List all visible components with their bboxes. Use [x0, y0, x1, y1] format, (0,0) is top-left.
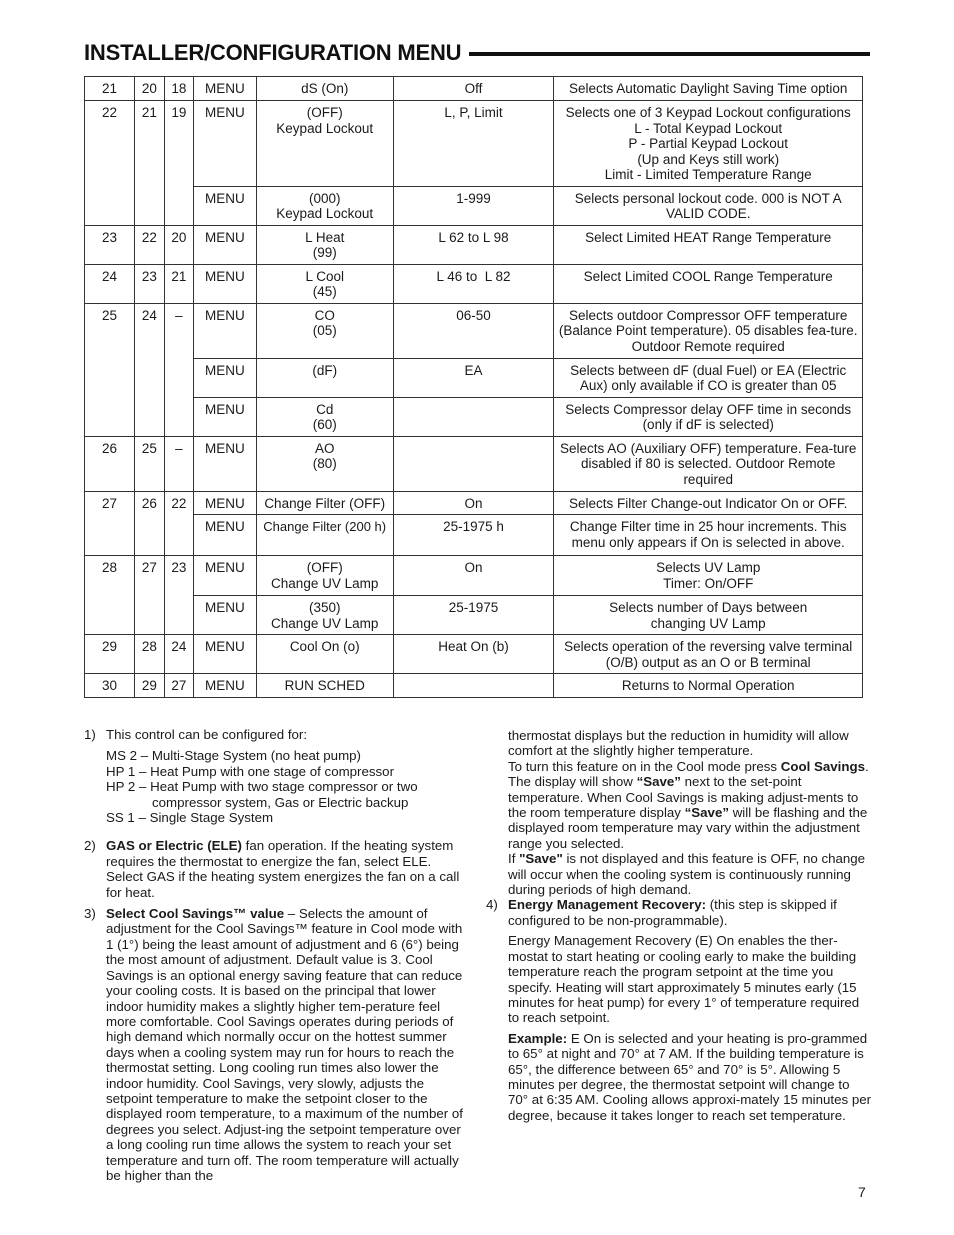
table-cell: (dF): [256, 358, 393, 397]
table-row: [85, 515, 863, 556]
table-cell: Change Filter (OFF): [256, 491, 393, 515]
note-number: 2): [84, 838, 96, 854]
table-cell: 28: [134, 635, 164, 674]
table-cell: 19: [164, 101, 193, 226]
note-body: – Selects the amount of adjustment for the Cool Savings™ feature in Cool mode with 1 (1°) being the least amount of adjustment and 6 (6°) being the most amount of adjustment. Default value is 3. Cool Savings is an optional energy saving feature that can reduce your cooling costs. It is based on the principal that lower indoor humidity makes a slightly higher tem-perature feel more comfortable. Cool Savings operates during periods of high demand which normally occur on the hottest summer days when a cooling system may run for hours to reach the thermostat setting. Long cooling run times also lower the indoor humidity. Cool Savings, very slowly, adjusts the setpoint temperature to make the setpoint closer to the displayed room temperature, to a maximum of the number of degrees you select. Adjust-ing the setpoint temperature over a long cooling run time allows the system to reach your set temperature and turn off. The room temperature will actually be higher than the: [106, 906, 463, 1183]
note-heading: Energy Management Recovery:: [508, 897, 707, 913]
note-paragraph: To turn this feature on in the Cool mode press Cool Savings. The display will show “Save” next to the set-point temperature. When Cool Savings is making adjust-ments to the room temperature display “Save” will be flashing and the displayed room temperature may vary within the adjustment range you selected.: [508, 758, 869, 851]
table-cell: MENU: [193, 397, 256, 436]
table-cell: (350) Change UV Lamp: [256, 596, 393, 635]
table-cell: 22: [134, 225, 164, 264]
table-cell: 22: [164, 491, 193, 556]
table-cell: 25: [134, 436, 164, 491]
table-cell: 27: [85, 491, 135, 556]
table-cell: On: [393, 556, 554, 596]
table-cell: 29: [85, 635, 135, 674]
table-cell: 23: [164, 556, 193, 635]
table-cell: AO (80): [256, 436, 393, 491]
table-cell: (OFF) Change UV Lamp: [256, 556, 393, 596]
table-cell: L, P, Limit: [393, 101, 554, 187]
list-item: HP 1 – Heat Pump with one stage of compressor: [106, 763, 394, 779]
note-3: [84, 906, 466, 1183]
notes-left-column: [84, 727, 466, 1189]
table-cell: MENU: [193, 186, 256, 225]
table-cell: EA: [393, 358, 554, 397]
note-text: [508, 897, 872, 1128]
table-row: [85, 397, 863, 436]
table-cell: [393, 436, 554, 491]
table-cell: Returns to Normal Operation: [554, 674, 863, 698]
table-row: [85, 556, 863, 596]
table-cell: MENU: [193, 515, 256, 556]
table-cell: MENU: [193, 674, 256, 698]
table-cell: L Cool (45): [256, 264, 393, 303]
table-row: [85, 303, 863, 358]
note-1: [84, 727, 466, 832]
table-cell: dS (On): [256, 77, 393, 101]
note-paragraph: Example: E On is selected and your heating is pro-grammed to 65° at night and 70° at 7 AM. If the building temperature is 65°, the difference between 65° and 70° is 5°. Allowing 5 minutes per degree, the thermostat setpoint will change to 70° at 6:35 AM. Cooling allows approxi-mately 15 minutes per degree, because it takes longer to reach set temperature.: [508, 1030, 872, 1123]
table-cell: On: [393, 491, 554, 515]
table-row: [85, 101, 863, 187]
note-heading: GAS or Electric (ELE): [106, 838, 242, 854]
note-body: (this step is skipped if configured to be non-programmable).: [508, 897, 837, 928]
page-title: INSTALLER/CONFIGURATION MENU: [84, 40, 462, 65]
table-cell: 20: [134, 77, 164, 101]
note-heading: Select Cool Savings™ value: [106, 906, 285, 922]
table-cell: 22: [85, 101, 135, 226]
note-paragraph: If "Save" is not displayed and this feature is OFF, no change will occur when the cooling system is continuously running during periods of high demand.: [508, 851, 866, 898]
table-cell: –: [164, 303, 193, 436]
table-cell: 06-50: [393, 303, 554, 358]
table-row: [85, 225, 863, 264]
table-cell: 26: [85, 436, 135, 491]
table-cell: Cd (60): [256, 397, 393, 436]
note-body: fan operation. If the heating system requires the thermostat to energize the fan, select ELE. Select GAS if the heating system energizes the fan on a call for heat.: [106, 838, 460, 900]
table-cell: L Heat (99): [256, 225, 393, 264]
note-number: 4): [486, 897, 498, 913]
table-cell: MENU: [193, 556, 256, 596]
page-number: 7: [858, 1184, 866, 1200]
note-number: 3): [84, 906, 96, 922]
table-cell: MENU: [193, 491, 256, 515]
table-cell: 20: [164, 225, 193, 264]
table-cell: MENU: [193, 596, 256, 635]
table-cell: 21: [164, 264, 193, 303]
table-cell: Change Filter (200 h): [256, 515, 393, 556]
table-cell: 25: [85, 303, 135, 436]
notes-right-column: [486, 728, 872, 1134]
table-cell: MENU: [193, 264, 256, 303]
table-cell: –: [164, 436, 193, 491]
table-cell: 23: [134, 264, 164, 303]
system-type-list: [106, 748, 466, 825]
table-cell: L 62 to L 98: [393, 225, 554, 264]
list-item: SS 1 – Single Stage System: [106, 810, 274, 826]
note-2: [84, 838, 466, 900]
table-cell: Selects operation of the reversing valve terminal (O/B) output as an O or B terminal: [554, 635, 863, 674]
table-cell: RUN SCHED: [256, 674, 393, 698]
table-cell: Selects Compressor delay OFF time in seconds (only if dF is selected): [554, 397, 863, 436]
table-row: [85, 186, 863, 225]
table-cell: 30: [85, 674, 135, 698]
table-cell: MENU: [193, 303, 256, 358]
table-cell: 25-1975: [393, 596, 554, 635]
table-cell: Change Filter time in 25 hour increments. This menu only appears if On is selected in above.: [554, 515, 863, 556]
table-cell: 28: [85, 556, 135, 635]
note-text: [106, 906, 466, 1183]
note-body: thermostat displays but the reduction in humidity will allow comfort at the slightly higher temperature.: [508, 728, 849, 759]
table-cell: 29: [134, 674, 164, 698]
table-cell: MENU: [193, 77, 256, 101]
table-cell: MENU: [193, 225, 256, 264]
table-cell: Heat On (b): [393, 635, 554, 674]
table-cell: Selects UV Lamp Timer: On/OFF: [554, 556, 863, 596]
page-heading: [84, 38, 870, 68]
table-cell: Selects number of Days between changing UV Lamp: [554, 596, 863, 635]
table-cell: [393, 397, 554, 436]
table-row: [85, 77, 863, 101]
table-cell: Select Limited HEAT Range Temperature: [554, 225, 863, 264]
title-rule: [469, 52, 870, 56]
table-cell: (000) Keypad Lockout: [256, 186, 393, 225]
table-cell: MENU: [193, 635, 256, 674]
list-item-continued: compressor system, Gas or Electric backup: [152, 794, 409, 810]
table-cell: Selects Filter Change-out Indicator On or OFF.: [554, 491, 863, 515]
table-cell: 1-999: [393, 186, 554, 225]
table-cell: 21: [85, 77, 135, 101]
table-cell: CO (05): [256, 303, 393, 358]
table-cell: 24: [164, 635, 193, 674]
table-cell: MENU: [193, 101, 256, 187]
note-4: [486, 897, 872, 1128]
table-cell: MENU: [193, 436, 256, 491]
table-cell: Selects between dF (dual Fuel) or EA (Electric Aux) only available if CO is greater than 05: [554, 358, 863, 397]
table-row: [85, 674, 863, 698]
table-cell: (OFF) Keypad Lockout: [256, 101, 393, 187]
table-row: [85, 436, 863, 491]
table-cell: Selects outdoor Compressor OFF temperature (Balance Point temperature). 05 disables fea-ture. Outdoor Remote required: [554, 303, 863, 358]
table-cell: 25-1975 h: [393, 515, 554, 556]
note-paragraph: Energy Management Recovery (E) On enables the ther-mostat to start heating or cooling early to make the building temperature reach the program setpoint at the time you specify. Heating will start approximately 5 minutes early (15 minutes for heat pump) for every 1° of temperature required to reach setpoint.: [508, 933, 860, 1026]
table-cell: 18: [164, 77, 193, 101]
table-cell: Off: [393, 77, 554, 101]
table-row: [85, 491, 863, 515]
table-cell: Selects Automatic Daylight Saving Time option: [554, 77, 863, 101]
table-cell: 21: [134, 101, 164, 226]
note-text: [106, 838, 466, 900]
table-cell: Select Limited COOL Range Temperature: [554, 264, 863, 303]
table-cell: Cool On (o): [256, 635, 393, 674]
table-cell: L 46 to L 82: [393, 264, 554, 303]
table-cell: 27: [164, 674, 193, 698]
note-3-continued: [486, 728, 872, 897]
table-cell: 23: [85, 225, 135, 264]
table-cell: [393, 674, 554, 698]
table-cell: 24: [134, 303, 164, 436]
table-cell: 24: [85, 264, 135, 303]
note-text: This control can be configured for:: [106, 727, 308, 742]
note-number: 1): [84, 727, 96, 742]
table-cell: 26: [134, 491, 164, 556]
table-cell: Selects AO (Auxiliary OFF) temperature. Fea-ture disabled if 80 is selected. Outdoor Remote required: [554, 436, 863, 491]
table-cell: 27: [134, 556, 164, 635]
table-row: [85, 635, 863, 674]
table-row: [85, 358, 863, 397]
table-cell: Selects one of 3 Keypad Lockout configurations L - Total Keypad Lockout P - Partial Keypad Lockout (Up and Keys still work) Limit - Limited Temperature Range: [554, 101, 863, 187]
table-row: [85, 596, 863, 635]
table-row: [85, 264, 863, 303]
list-item: MS 2 – Multi-Stage System (no heat pump): [106, 748, 361, 764]
list-item: HP 2 – Heat Pump with two stage compressor or two: [106, 779, 418, 795]
table-cell: Selects personal lockout code. 000 is NOT A VALID CODE.: [554, 186, 863, 225]
table-cell: MENU: [193, 358, 256, 397]
config-menu-table: [84, 76, 863, 698]
